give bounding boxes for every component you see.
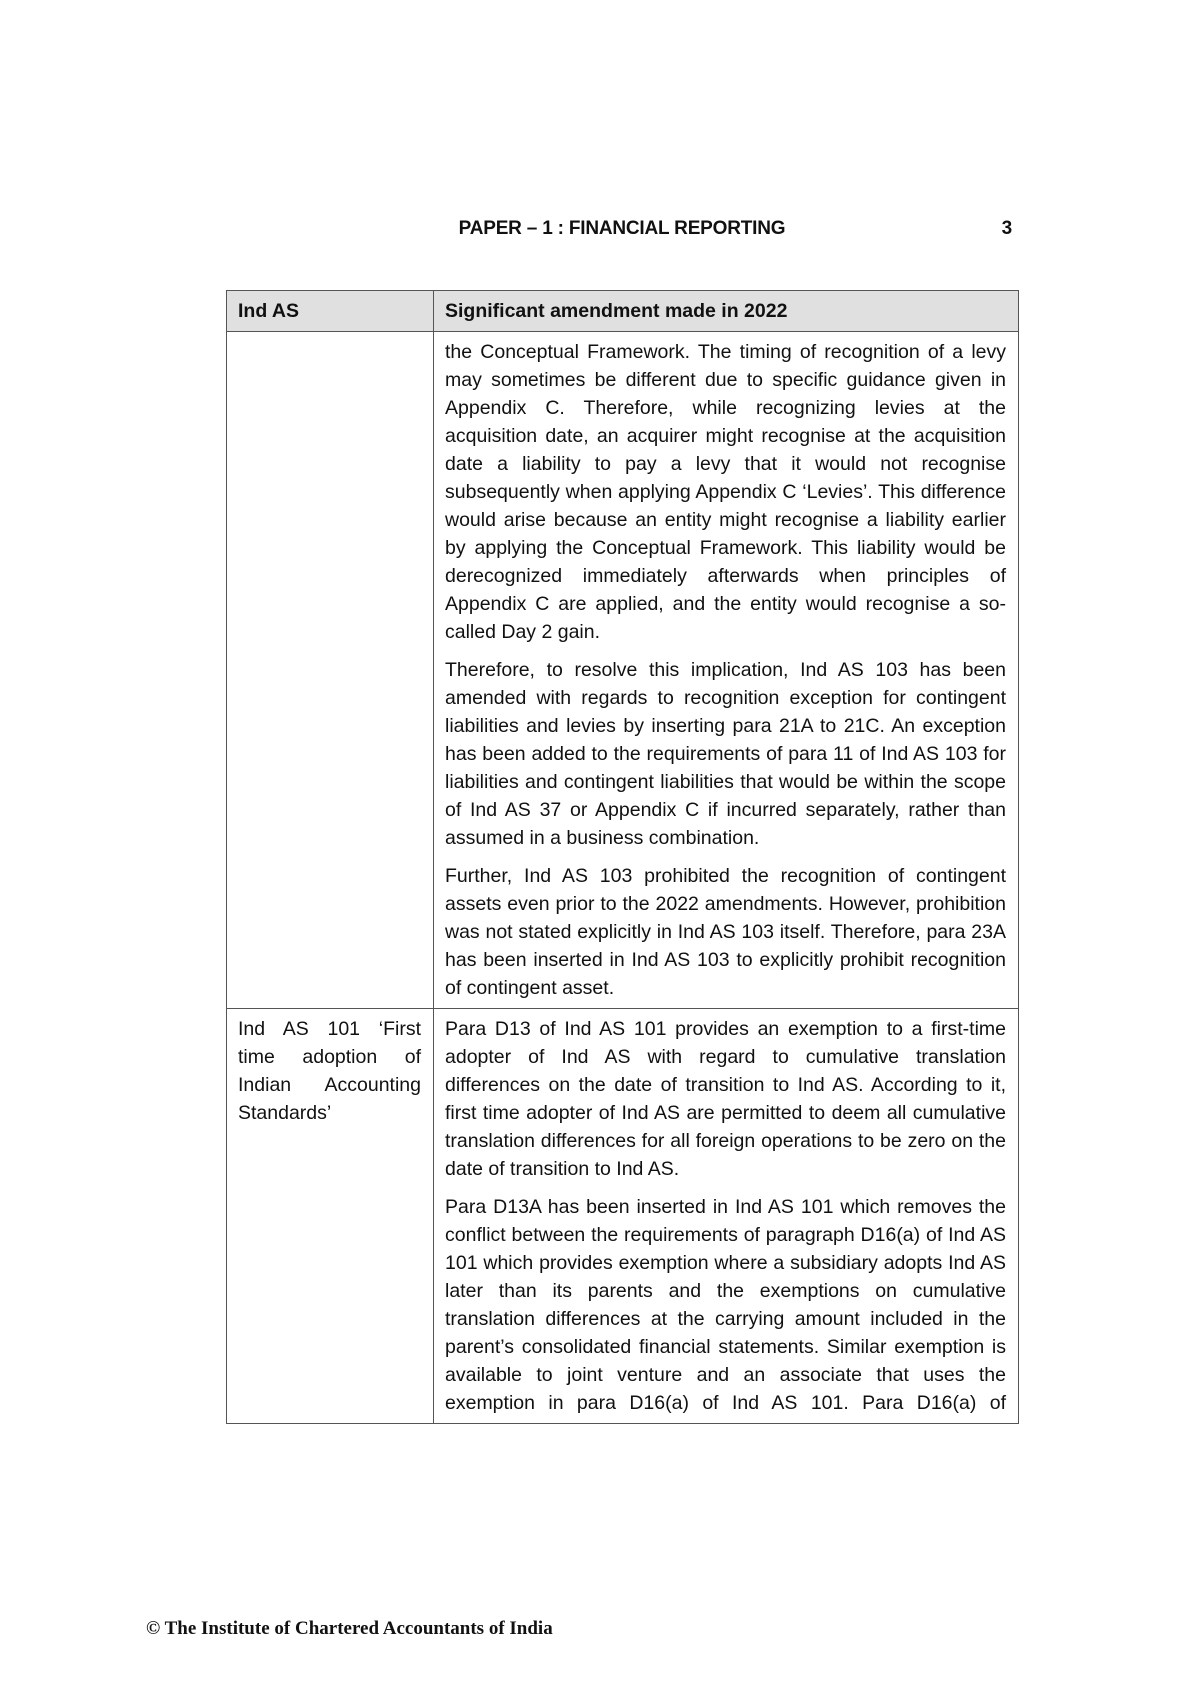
amendment-paragraph: Further, Ind AS 103 prohibited the recognition of contingent assets even prior to the 2022 amendments. However, prohibition was not stated explicitly in Ind AS 103 itself. Therefore, para 23A has been inserted in Ind AS 103 to explicitly prohibit recognition of contingent asset. bbox=[445, 865, 1006, 999]
page-number: 3 bbox=[1001, 218, 1012, 239]
table-row bbox=[227, 332, 1019, 1009]
ind-as-cell bbox=[227, 332, 434, 1009]
copyright-footer: © The Institute of Chartered Accountants of India bbox=[146, 1618, 553, 1639]
amendment-paragraph: Para D13A has been inserted in Ind AS 101 which removes the conflict between the requirements of paragraph D16(a) of Ind AS 101 which provides exemption where a subsidiary adopts Ind AS later than its parents and the exemptions on cumulative translation differences at the carrying amount included in the parent’s consolidated financial statements. Similar exemption is available to joint venture and an associate that uses the exemption in para D16(a) of Ind AS 101. Para D16(a) of bbox=[445, 1196, 1006, 1414]
paper-title: PAPER – 1 : FINANCIAL REPORTING bbox=[458, 218, 786, 239]
amendment-cell bbox=[434, 1009, 1019, 1424]
running-header bbox=[226, 218, 1018, 244]
amendments-table bbox=[226, 290, 1019, 1424]
amendment-paragraph: the Conceptual Framework. The timing of recognition of a levy may sometimes be different due to specific guidance given in Appendix C. Therefore, while recognizing levies at the acquisition date, an acquirer might recognise at the acquisition date a liability to pay a levy that it would not recognise subsequently when applying Appendix C ‘Levies’. This difference would arise because an entity might recognise a liability earlier by applying the Conceptual Framework. This liability would be derecognized immediately afterwards when principles of Appendix C are applied, and the entity would recognise a so-called Day 2 gain. bbox=[445, 341, 1006, 643]
amendment-paragraph: Therefore, to resolve this implication, Ind AS 103 has been amended with regards to recognition exception for contingent liabilities and levies by inserting para 21A to 21C. An exception has been added to the requirements of para 11 of Ind AS 103 for liabilities and contingent liabilities that would be within the scope of Ind AS 37 or Appendix C if incurred separately, rather than assumed in a business combination. bbox=[445, 659, 1006, 849]
amendment-paragraph: Para D13 of Ind AS 101 provides an exemption to a first-time adopter of Ind AS with regard to cumulative translation differences on the date of transition to Ind AS. According to it, first time adopter of Ind AS are permitted to deem all cumulative translation differences for all foreign operations to be zero on the date of transition to Ind AS. bbox=[445, 1018, 1006, 1180]
amendment-cell bbox=[434, 332, 1019, 1009]
ind-as-cell: Ind AS 101 ‘First time adoption of Indian Accounting Standards’ bbox=[227, 1009, 434, 1424]
column-header-amendment: Significant amendment made in 2022 bbox=[434, 291, 1019, 332]
table-row bbox=[227, 1009, 1019, 1424]
table-header-row bbox=[227, 291, 1019, 332]
column-header-ind-as: Ind AS bbox=[227, 291, 434, 332]
